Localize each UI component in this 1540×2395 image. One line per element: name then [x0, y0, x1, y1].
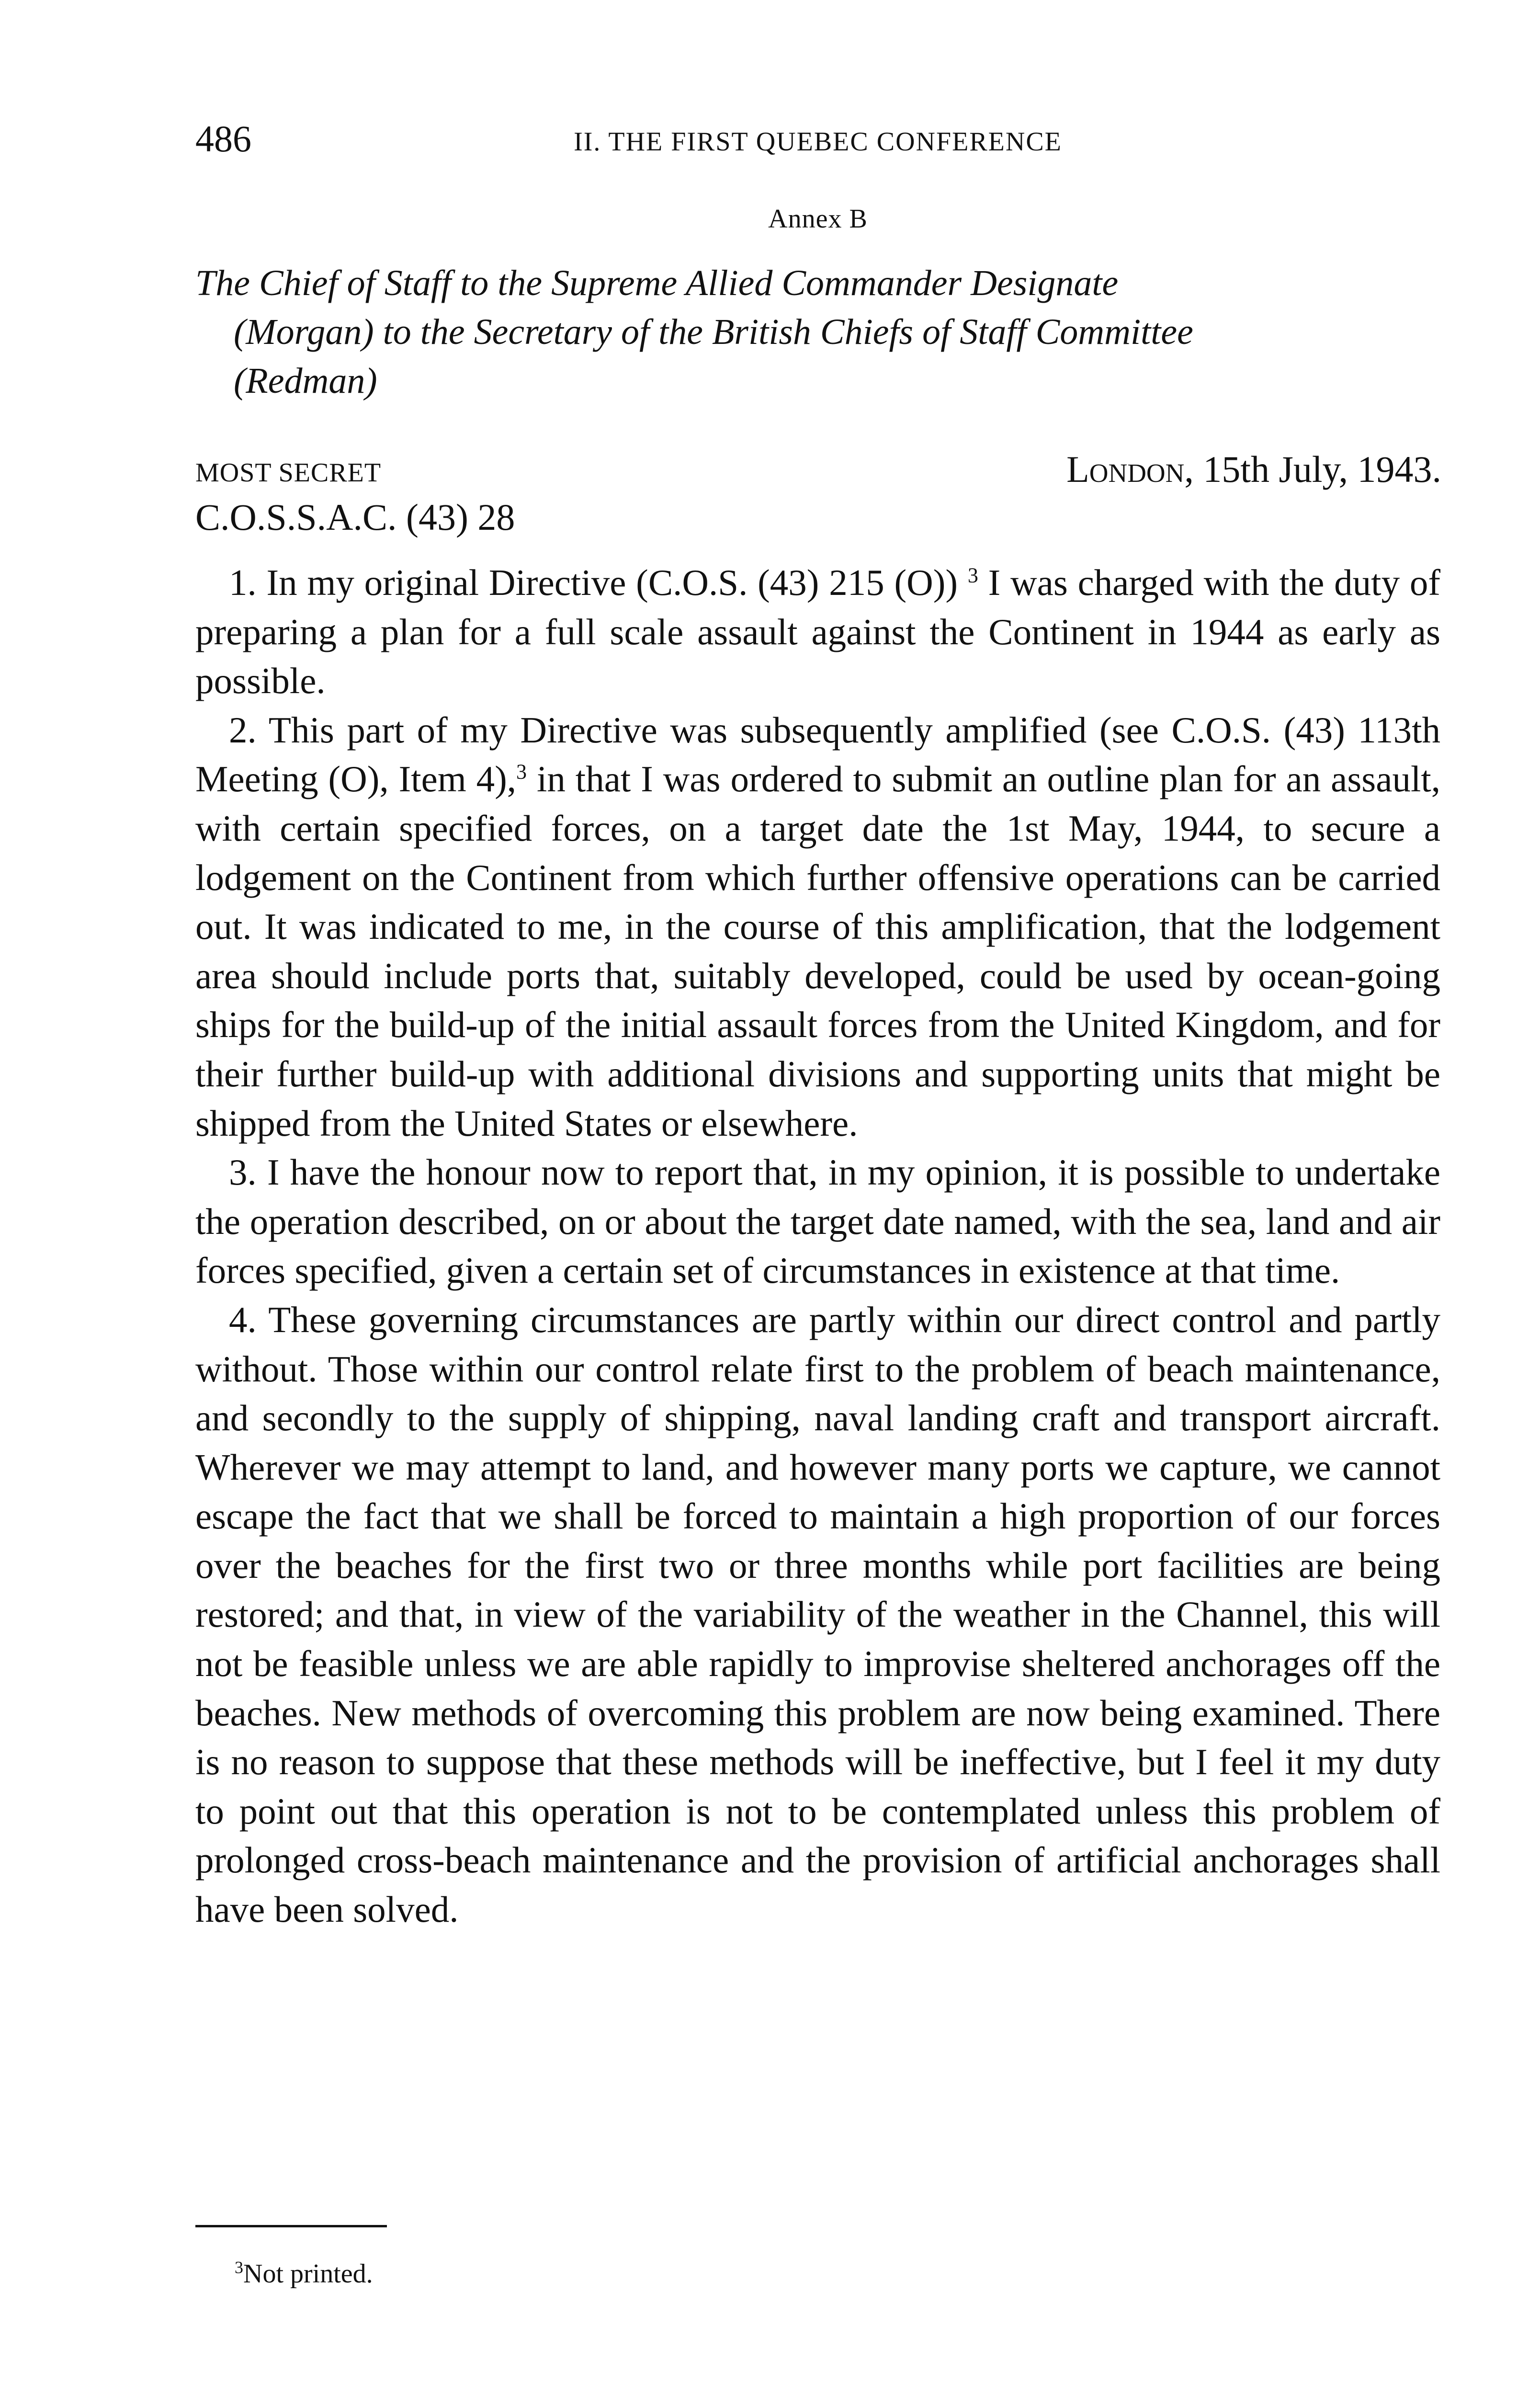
paragraph-2 [195, 706, 1440, 1148]
place-date [1066, 448, 1441, 491]
body-text [195, 558, 1440, 1934]
footnote [235, 2258, 373, 2289]
paragraph-1-end: I was charged with the duty of preparing a plan for a full scale assault against the Continent in 1944 as early as possible. [195, 562, 1441, 702]
footnote-marker: 3 [235, 2258, 243, 2277]
paragraph-2-start: 2. This part of my Directive was subsequently amplified (see C.O.S. (43) 113th Meeting (O), Item 4), [195, 709, 1440, 800]
footnote-reference: 3 [516, 760, 527, 784]
paragraph-4: 4. These governing circumstances are partly within our direct control and partly without. Those within our control relate first to the problem of beach maintenance, and secondly to the supply of shipping, naval landing craft and transport aircraft. Wherever we may attempt to land, and however many ports we capture, we cannot escape the fact that we shall be forced to maintain a high proportion of our forces over the beaches for the first two or three months while port facilities are being restored; and that, in view of the variability of the weather in the Channel, this will not be feasible unless we are able rapidly to improvise sheltered anchorages off the beaches. New methods of overcoming this problem are now being examined. There is no reason to suppose that these methods will be ineffective, but I feel it my duty to point out that this operation is not to be contemplated unless this problem of prolonged cross-beach maintenance and the provision of artificial anchorages shall have been solved. [195, 1299, 1440, 1930]
paragraph-1-start: 1. In my original Directive (C.O.S. (43) 215 (O)) [229, 562, 968, 603]
document-title-line-2: (Morgan) to the Secretary of the British Chiefs of Staff Committee [234, 312, 1193, 352]
document-reference: C.O.S.S.A.C. (43) 28 [195, 496, 515, 538]
paragraph-2-end: in that I was ordered to submit an outline plan for an assault, with certain specified forces, on a target date the 1st May, 1944, to secure a lodgement on the Continent from which further offensive operations can be carried out. It was indicated to me, in the course of this amplification, that the lodgement area should include ports that, suitably developed, could be used by ocean-going ships for the build-up of the initial assault forces from the United Kingdom, and for their further build-up with additional divisions and supporting units that might be shipped from the United States or elsewhere. [195, 758, 1440, 1144]
running-title: II. THE FIRST QUEBEC CONFERENCE [574, 127, 1062, 157]
footnote-divider [195, 2225, 387, 2227]
paragraph-1 [195, 558, 1440, 706]
page-number: 486 [195, 118, 251, 160]
running-head [195, 115, 1440, 163]
document-title-line-1: The Chief of Staff to the Supreme Allied Commander Designate [195, 263, 1119, 303]
document-title-line-3: (Redman) [234, 361, 377, 401]
date: , 15th July, 1943. [1184, 448, 1441, 490]
place: London [1066, 448, 1185, 490]
classification-label: MOST SECRET [195, 458, 382, 488]
footnote-reference: 3 [967, 563, 978, 587]
document-title [195, 259, 1440, 405]
annex-label: Annex B [768, 204, 868, 234]
footnote-text: Not printed. [243, 2259, 373, 2289]
paragraph-3: 3. I have the honour now to report that, in my opinion, it is possible to undertake the operation described, on or about the target date named, with the sea, land and air forces specified, given a certain set of circumstances in existence at that time. [195, 1152, 1440, 1291]
